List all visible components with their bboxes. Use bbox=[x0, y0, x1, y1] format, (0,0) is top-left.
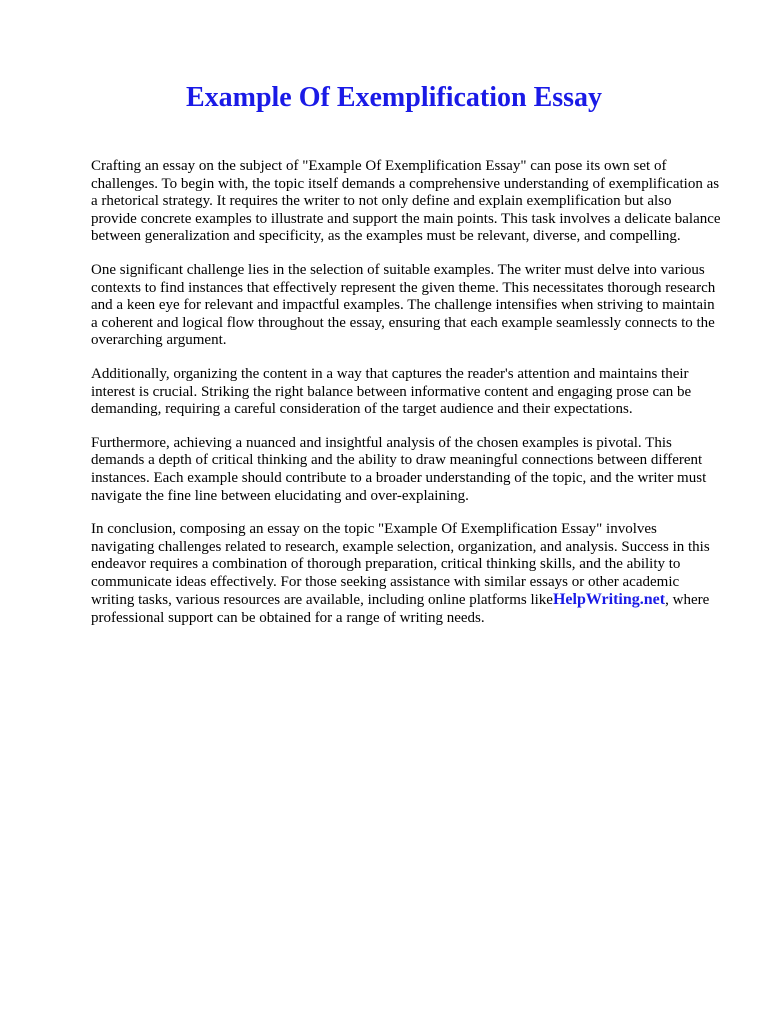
paragraph-conclusion bbox=[91, 521, 721, 628]
paragraph-4: Furthermore, achieving a nuanced and insightful analysis of the chosen examples is pivotal. This demands a depth of critical thinking and the ability to draw meaningful connections between different instances. Each example should contribute to a broader understanding of the topic, and the writer must navigate the fine line between elucidating and over-explaining. bbox=[91, 434, 707, 504]
helpwriting-link[interactable]: HelpWriting.net bbox=[552, 591, 666, 609]
paragraph-1: Crafting an essay on the subject of "Example Of Exemplification Essay" can pose its own set of challenges. To begin with, the topic itself demands a comprehensive understanding of exemplification as a rhetorical strategy. It requires the writer to not only define and explain exemplification but also provide concrete examples to illustrate and support the main points. This task involves a delicate balance between generalization and specificity, as the examples must be relevant, diverse, and compelling. bbox=[91, 158, 721, 245]
conclusion-text-before-link: In conclusion, composing an essay on the topic "Example Of Exemplification Essay" involves navigating challenges related to research, example selection, organization, and analysis. Success in this endeavor requires a combination of thorough preparation, critical thinking skills, and the ability to communicate ideas effectively. For those seeking assistance with similar essays or other academic writing tasks, various resources are available, including online platforms like bbox=[91, 521, 710, 609]
paragraph-2: One significant challenge lies in the selection of suitable examples. The writer must delve into various contexts to find instances that effectively represent the given theme. This necessitates thorough research and a keen eye for relevant and impactful examples. The challenge intensifies when striving to maintain a coherent and logical flow throughout the essay, ensuring that each example seamlessly connects to the overarching argument. bbox=[91, 261, 716, 349]
document-title: Example Of Exemplification Essay bbox=[185, 82, 603, 113]
paragraph-3: Additionally, organizing the content in a way that captures the reader's attention and maintains their interest is crucial. Striking the right balance between informative content and engaging prose can be demanding, requiring a careful consideration of the target audience and their expectations. bbox=[91, 365, 692, 418]
conclusion-text-after-link: , where professional support can be obtained for a range of writing needs. bbox=[91, 592, 710, 627]
